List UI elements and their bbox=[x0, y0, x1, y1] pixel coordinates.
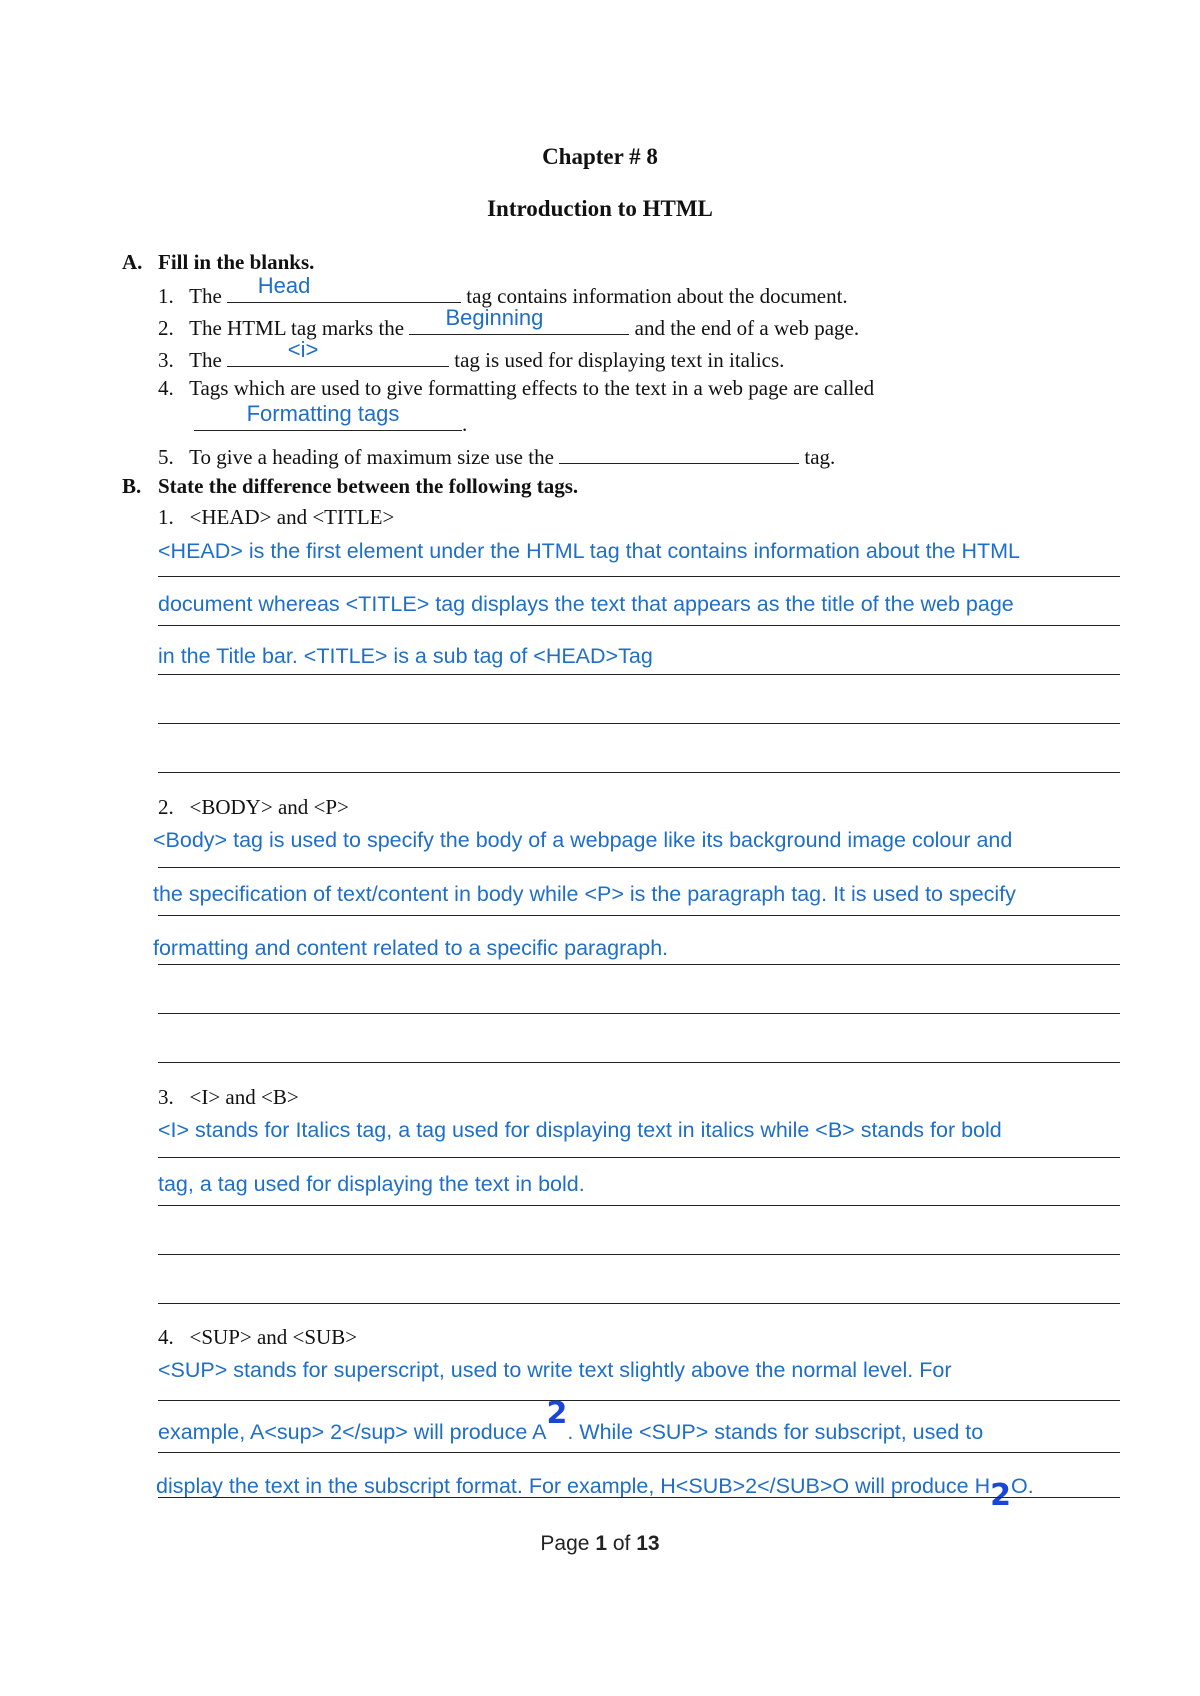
blank-answer: Beginning bbox=[445, 305, 544, 330]
answer-rule bbox=[158, 576, 1120, 577]
question-label: <BODY> and <P> bbox=[189, 795, 349, 819]
answer-line: <Body> tag is used to specify the body of a webpage like its background image colour and bbox=[153, 828, 1013, 852]
item-text-before: Tags which are used to give formatting effects to the text in a web page are called bbox=[189, 376, 875, 400]
blank-answer: Head bbox=[257, 273, 311, 298]
section-b-heading: State the difference between the following tags. bbox=[158, 474, 579, 498]
answer-line: document whereas <TITLE> tag displays the text that appears as the title of the web page bbox=[158, 592, 1014, 616]
answer-rule bbox=[158, 772, 1120, 773]
question-4-label bbox=[158, 1325, 357, 1350]
item-number: 2. bbox=[158, 316, 174, 340]
fill-item-3 bbox=[158, 337, 785, 373]
fill-item-4-continued bbox=[194, 401, 468, 437]
section-b-marker: B. bbox=[122, 474, 142, 498]
answer-rule bbox=[158, 1303, 1120, 1304]
page-word: Page bbox=[540, 1532, 590, 1555]
answer-text: . While <SUP> stands for subscript, used to bbox=[567, 1420, 984, 1444]
chapter-heading: Chapter # 8 bbox=[542, 144, 658, 169]
item-text-after: tag is used for displaying text in italics. bbox=[454, 348, 785, 372]
answer-rule bbox=[158, 964, 1120, 965]
page-number bbox=[0, 1532, 1200, 1556]
question-number: 3. bbox=[158, 1085, 174, 1109]
blank-answer: Formatting tags bbox=[246, 401, 400, 426]
answer-line: the specification of text/content in body while <P> is the paragraph tag. It is used to specify bbox=[153, 882, 1016, 906]
answer-rule bbox=[158, 867, 1120, 868]
question-number: 1. bbox=[158, 505, 174, 529]
answer-rule bbox=[158, 625, 1120, 626]
answer-rule bbox=[158, 1062, 1120, 1063]
page-title: Introduction to HTML bbox=[487, 196, 713, 221]
question-label: <SUP> and <SUB> bbox=[189, 1325, 358, 1349]
of-word: of bbox=[612, 1532, 631, 1555]
answer-text: display the text in the subscript format. For example, H<SUB>2</SUB>O will produce H bbox=[156, 1474, 991, 1498]
item-text-before: The HTML tag marks the bbox=[189, 316, 405, 340]
handwritten-subscript-2: 2 bbox=[990, 1478, 1011, 1513]
answer-line: <HEAD> is the first element under the HTML tag that contains information about the HTML bbox=[158, 539, 1021, 563]
item-text-before: The bbox=[189, 284, 222, 308]
answer-blank[interactable] bbox=[409, 305, 629, 335]
question-3-label bbox=[158, 1085, 299, 1110]
answer-line: <I> stands for Italics tag, a tag used for displaying text in italics while <B> stands for bold bbox=[158, 1118, 1002, 1142]
answer-line: formatting and content related to a specific paragraph. bbox=[153, 936, 669, 960]
item-text-after: . bbox=[462, 412, 468, 436]
item-text-before: To give a heading of maximum size use the bbox=[189, 445, 554, 469]
answer-rule bbox=[158, 915, 1120, 916]
handwritten-superscript-2: 2 bbox=[546, 1396, 568, 1431]
question-number: 4. bbox=[158, 1325, 174, 1349]
question-number: 2. bbox=[158, 795, 174, 819]
item-number: 1. bbox=[158, 284, 174, 308]
item-text-before: The bbox=[189, 348, 222, 372]
answer-rule bbox=[158, 1254, 1120, 1255]
answer-text: O. bbox=[1010, 1474, 1034, 1498]
answer-rule bbox=[158, 1205, 1120, 1206]
item-text-after: tag contains information about the document. bbox=[466, 284, 848, 308]
answer-line: <SUP> stands for superscript, used to write text slightly above the normal level. For bbox=[158, 1358, 952, 1382]
answer-line: in the Title bar. <TITLE> is a sub tag of <HEAD>Tag bbox=[158, 644, 653, 668]
answer-line-with-subscript bbox=[156, 1466, 1034, 1513]
page-current: 1 bbox=[595, 1532, 607, 1555]
section-a-heading: Fill in the blanks. bbox=[158, 250, 315, 274]
answer-rule bbox=[158, 1400, 1120, 1401]
page-total: 13 bbox=[636, 1532, 660, 1555]
section-a-marker: A. bbox=[122, 250, 143, 274]
item-number: 3. bbox=[158, 348, 174, 372]
question-label: <I> and <B> bbox=[189, 1085, 299, 1109]
answer-line-with-superscript bbox=[158, 1396, 984, 1447]
question-label: <HEAD> and <TITLE> bbox=[189, 505, 395, 529]
answer-text: example, A<sup> 2</sup> will produce A bbox=[158, 1420, 547, 1444]
answer-rule bbox=[158, 1452, 1120, 1453]
answer-blank[interactable] bbox=[227, 337, 449, 367]
answer-rule bbox=[158, 1157, 1120, 1158]
answer-rule bbox=[158, 1497, 1120, 1498]
answer-blank[interactable] bbox=[194, 401, 462, 431]
item-number: 4. bbox=[158, 376, 174, 400]
answer-blank[interactable] bbox=[559, 441, 799, 464]
item-number: 5. bbox=[158, 445, 174, 469]
answer-blank[interactable] bbox=[227, 273, 461, 303]
item-text-after: tag. bbox=[804, 445, 836, 469]
answer-rule bbox=[158, 1013, 1120, 1014]
fill-item-4 bbox=[158, 376, 874, 401]
answer-line: tag, a tag used for displaying the text in bold. bbox=[158, 1172, 585, 1196]
question-1-label bbox=[158, 505, 394, 530]
question-2-label bbox=[158, 795, 349, 820]
answer-rule bbox=[158, 674, 1120, 675]
item-text-after: and the end of a web page. bbox=[634, 316, 860, 340]
blank-answer: <i> bbox=[287, 337, 319, 362]
fill-item-5 bbox=[158, 441, 835, 470]
answer-rule bbox=[158, 723, 1120, 724]
